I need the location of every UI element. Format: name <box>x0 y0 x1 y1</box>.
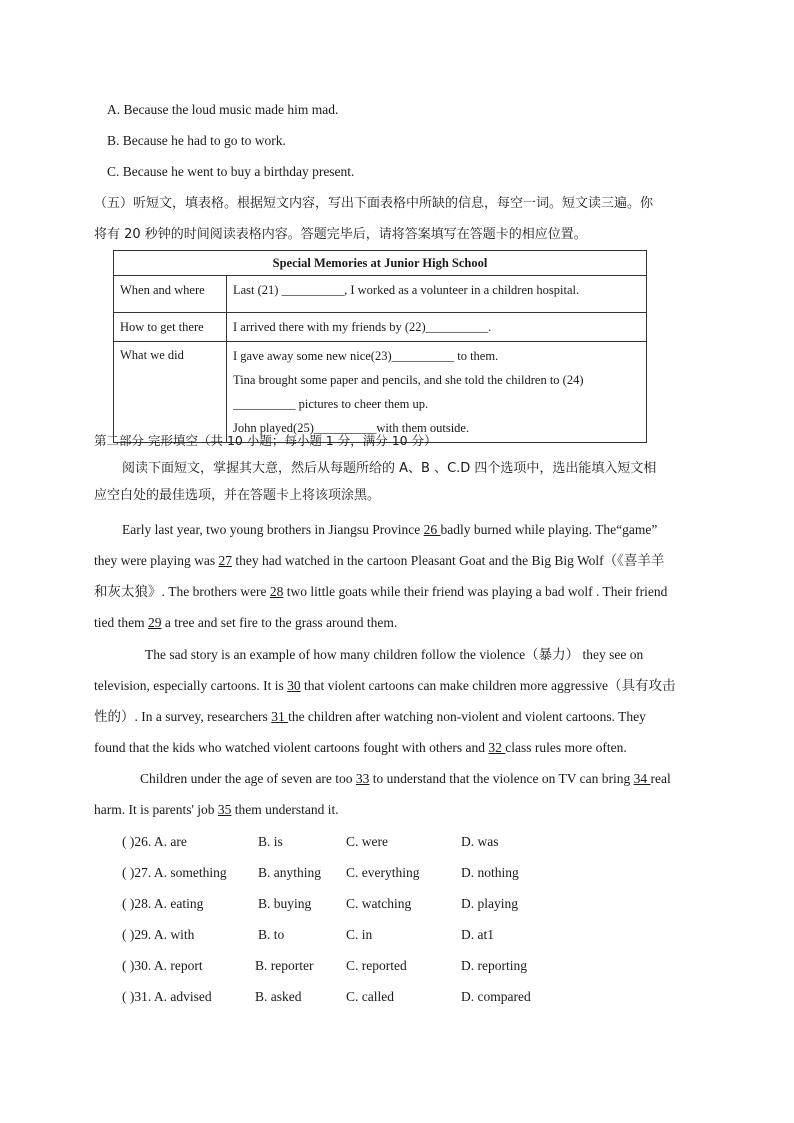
prev-option-a: A. Because the loud music made him mad. <box>107 102 339 117</box>
passage-line: harm. It is parents' job 35 them understand it. <box>94 802 339 817</box>
question-option-c: C. everything <box>346 865 420 880</box>
row-content <box>227 342 647 443</box>
row-content: I arrived there with my friends by (22)__________. <box>227 313 647 342</box>
question-option-d: D. at1 <box>461 927 494 942</box>
prev-option-c: C. Because he went to buy a birthday present. <box>107 164 355 179</box>
passage-line: Early last year, two young brothers in Jiangsu Province 26 badly burned while playing. The“game” <box>122 522 658 537</box>
question-option-c: C. reported <box>346 958 407 973</box>
table-row <box>114 276 647 313</box>
question-option-d: D. playing <box>461 896 518 911</box>
part2-heading: 第二部分 完形填空（共 10 小题；每小题 1 分，满分 10 分） <box>94 433 437 448</box>
part2-instruction-1: 阅读下面短文，掌握其大意，然后从每题所给的 A、B 、C.D 四个选项中，选出能填入短文相 <box>122 461 657 476</box>
question-option-c: C. watching <box>346 896 412 911</box>
blank-31: 31 <box>271 709 289 724</box>
blank-26: 26 <box>423 522 441 537</box>
part2-instruction-2: 应空白处的最佳选项，并在答题卡上将该项涂黑。 <box>94 488 381 503</box>
question-option-a: ( )28. A. eating <box>122 896 204 911</box>
blank-32: 32 <box>488 740 506 755</box>
special-memories-table <box>113 250 647 443</box>
row-label: What we did <box>114 342 227 443</box>
question-option-b: B. asked <box>255 989 302 1004</box>
passage-line: tied them 29 a tree and set fire to the grass around them. <box>94 615 398 630</box>
question-option-d: D. was <box>461 834 499 849</box>
question-option-b: B. is <box>258 834 283 849</box>
passage-line: 性的）. In a survey, researchers 31 the children after watching non-violent and violent cartoons. They <box>94 709 646 724</box>
question-option-b: B. buying <box>258 896 312 911</box>
blank-29: 29 <box>148 615 162 630</box>
question-option-b: B. anything <box>258 865 321 880</box>
section5-line2: 将有 20 秒钟的时间阅读表格内容。答题完毕后，请将答案填写在答题卡的相应位置。 <box>94 227 587 242</box>
question-option-d: D. reporting <box>461 958 527 973</box>
passage-line: television, especially cartoons. It is 30 that violent cartoons can make children more aggressive（具有攻击 <box>94 678 676 693</box>
blank-28: 28 <box>269 584 284 599</box>
blank-34: 34 <box>633 771 651 786</box>
blank-35: 35 <box>217 802 232 817</box>
question-option-a: ( )27. A. something <box>122 865 227 880</box>
prev-option-b: B. Because he had to go to work. <box>107 133 286 148</box>
row-line: __________ pictures to cheer them up. <box>233 397 429 411</box>
passage-line: found that the kids who watched violent cartoons fought with others and 32 class rules more often. <box>94 740 627 755</box>
table-title: Special Memories at Junior High School <box>114 251 647 276</box>
row-label: How to get there <box>114 313 227 342</box>
passage-line: Children under the age of seven are too 33 to understand that the violence on TV can bring 34 real <box>140 771 671 786</box>
question-option-d: D. nothing <box>461 865 519 880</box>
blank-33: 33 <box>355 771 370 786</box>
passage-line: The sad story is an example of how many children follow the violence（暴力） they see on <box>145 647 644 662</box>
question-option-c: C. in <box>346 927 373 942</box>
question-option-a: ( )26. A. are <box>122 834 187 849</box>
row-line: I gave away some new nice(23)__________ to them. <box>233 349 499 363</box>
table-row <box>114 342 647 443</box>
passage-line: they were playing was 27 they had watched in the cartoon Pleasant Goat and the Big Big Wolf（《喜羊羊 <box>94 553 665 568</box>
question-option-c: C. were <box>346 834 388 849</box>
row-content: Last (21) __________, I worked as a volunteer in a children hospital. <box>227 276 647 313</box>
question-option-d: D. compared <box>461 989 531 1004</box>
blank-27: 27 <box>218 553 232 568</box>
question-option-a: ( )30. A. report <box>122 958 203 973</box>
blank-30: 30 <box>287 678 301 693</box>
question-option-b: B. reporter <box>255 958 314 973</box>
row-label: When and where <box>114 276 227 313</box>
question-option-a: ( )31. A. advised <box>122 989 212 1004</box>
question-option-a: ( )29. A. with <box>122 927 195 942</box>
row-line: Tina brought some paper and pencils, and she told the children to (24) <box>233 373 584 387</box>
passage-line: 和灰太狼》. The brothers were 28 two little goats while their friend was playing a bad wolf . Their friend <box>94 584 668 599</box>
question-option-b: B. to <box>258 927 285 942</box>
row-line: John played(25)__________with them outside. <box>233 421 470 435</box>
question-option-c: C. called <box>346 989 394 1004</box>
section5-line1: （五）听短文，填表格。根据短文内容，写出下面表格中所缺的信息，每空一词。短文读三遍。你 <box>94 196 654 211</box>
table-row <box>114 313 647 342</box>
